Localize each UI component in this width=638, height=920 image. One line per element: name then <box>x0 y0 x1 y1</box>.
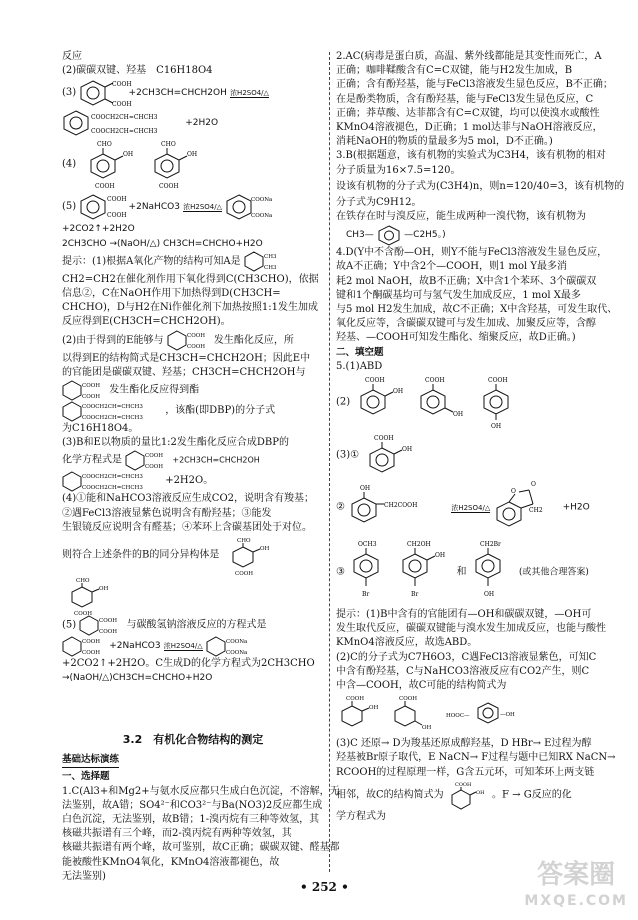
section-title: 3.2 有机化合物结构的测定 <box>122 733 264 746</box>
text-line: 正确；含有酚羟基，能与FeCl3溶液发生显色反应，B不正确； <box>336 79 613 91</box>
svg-text:COOH: COOH <box>399 696 418 703</box>
svg-text:COONa: COONa <box>225 638 248 645</box>
text-line <box>62 400 324 422</box>
mc-heading: 一、选择题 <box>62 771 110 783</box>
text-line: 2.AC(病毒是蛋白质，高温、紫外线都能是其变性而死亡，A <box>336 51 602 62</box>
text-line: CHCHO)，D与H2在Ni作催化剂下加热按照1:1发生加成 <box>62 302 318 314</box>
text-line: 氧化反应等，含碳碳双键可与发生加成、加聚反应等，含醇 <box>336 318 596 330</box>
equation-line: COOH COOH +2NaHCO3 浓H2SO4/△ COONa COONa <box>62 635 324 657</box>
text-line: 1.C(Al3+和Mg2+与氨水反应都只生成白色沉淀，不溶解，无 <box>62 785 340 797</box>
formula: —C2H5。) <box>404 230 446 241</box>
text-span: 则符合上述条件的B的同分异构体是 <box>62 549 220 561</box>
text-line: →(NaOH/△)CH3CH=CHCHO+H2O <box>62 673 213 684</box>
text-line: 提示：(1)B中含有的官能团有—OH和碳碳双键，—OH可 <box>336 609 592 621</box>
svg-text:COONa: COONa <box>251 196 273 203</box>
svg-text:COOH: COOH <box>145 453 164 460</box>
svg-text:COOCH2CH=CHCH3: COOCH2CH=CHCH3 <box>91 127 158 135</box>
text-line: 在是酚类物质，含有酚羟基，能与FeCl3发生显色反应，C <box>336 93 594 105</box>
svg-text:COOCH2CH=CHCH3: COOCH2CH=CHCH3 <box>82 403 143 410</box>
equation-line: ② OH CH2COOH 浓H2SO4/△ O O CH2 +H2O <box>336 480 606 538</box>
text-line: RCOOH的过程原理一样，G含五元环，可知苯环上两支链 <box>336 766 595 778</box>
svg-text:COOH: COOH <box>186 333 205 340</box>
text-line: 白色沉淀，无法鉴别，故B错；1-溴丙烷有三种等效氢，其 <box>62 814 320 826</box>
svg-text:OH: OH <box>186 151 197 159</box>
formula: +2H2O <box>185 118 219 129</box>
svg-text:COOH: COOH <box>82 638 101 645</box>
svg-text:CH2: CH2 <box>529 507 544 515</box>
q1-block <box>62 785 340 884</box>
svg-text:COOH: COOH <box>346 696 365 703</box>
text-line: KMnO4溶液反应，故选ABD。 <box>336 637 478 649</box>
text-line <box>62 380 324 400</box>
isomer-structure-icon <box>62 575 118 618</box>
salicylic-acid-icon <box>336 693 386 735</box>
benzene-diacid-icon <box>79 615 123 635</box>
svg-text:OH: OH <box>123 151 134 159</box>
formula: +2CH3CH=CHCH2OH <box>128 88 227 99</box>
text-line: 4.D(Y中不含酚—OH，则Y不能与FeCl3溶液发生显色反应， <box>336 247 608 259</box>
benzene-cho-oh-icon <box>143 138 203 190</box>
benzene-disodium-icon <box>225 193 271 221</box>
m-hydroxybenzoic-icon <box>389 693 439 735</box>
text-line: 反应得到E(CH3CH=CHCH2OH)。 <box>62 316 231 328</box>
svg-text:COOH: COOH <box>74 611 93 618</box>
m-hydroxybenzoic-icon <box>413 374 473 430</box>
text-line: (4)①能和NaHCO3溶液反应生成CO2，说明含有羧基； <box>62 493 315 505</box>
dbp-ester-icon <box>62 109 182 137</box>
page-number: • 252 • <box>300 880 349 894</box>
svg-text:COOH: COOH <box>158 183 179 191</box>
svg-text:COOH: COOH <box>82 649 101 656</box>
svg-text:COOH: COOH <box>99 629 118 636</box>
o-xylene-icon <box>244 251 280 271</box>
text-span: +2H2O。 <box>165 475 214 487</box>
structure-line: CH3— —C2H5。) <box>336 224 606 246</box>
benzene-diacid-icon <box>125 450 169 470</box>
svg-text:OH: OH <box>402 446 413 454</box>
text-span: 化学方程式是 <box>62 454 122 466</box>
benzene-diacid-icon <box>167 330 211 350</box>
text-span: (或其他合理答案) <box>518 567 589 578</box>
dbp-ester-icon <box>62 401 162 421</box>
svg-text:OH: OH <box>369 705 379 712</box>
svg-text:—OH: —OH <box>500 712 516 719</box>
text-span: 发生酯化反应，所 <box>213 334 294 346</box>
text-line <box>62 470 324 492</box>
drill-heading: 基础达标演练 <box>62 753 119 768</box>
svg-text:COOCH2CH=CHCH3: COOCH2CH=CHCH3 <box>82 484 143 491</box>
structure-line <box>336 432 606 480</box>
structure-line <box>62 575 324 618</box>
label: (3)① <box>336 449 360 461</box>
label: (5) <box>62 201 77 213</box>
text-line: 耗2 mol NaOH，故B不正确；X中含1个苯环、3个碳碳双 <box>336 275 597 287</box>
svg-text:CHO: CHO <box>76 578 90 585</box>
benzene-diacid-icon <box>79 193 128 221</box>
benzene-diacid-icon <box>62 636 106 656</box>
text-line: 在铁存在时与溴反应，能生成两种一溴代物，该有机物为 <box>336 211 586 223</box>
svg-text:OH: OH <box>483 591 494 599</box>
column-divider <box>329 52 330 872</box>
label: ③ <box>336 566 345 578</box>
benzene-ring-icon <box>377 225 401 245</box>
text-line: 信息②，C在NaOH作用下加热得到D(CH3CH= <box>62 288 281 300</box>
text-line: (3)C 还原→ D为羧基还原成醇羟基，D HBr→ E过程为醇 <box>336 738 592 750</box>
svg-text:COOH: COOH <box>112 100 133 108</box>
salicylic-acid-icon <box>362 432 418 478</box>
svg-text:OH: OH <box>393 388 404 396</box>
formula: +H2O <box>562 502 590 513</box>
isomer-structure-icon <box>223 535 279 578</box>
svg-text:COOH: COOH <box>99 618 118 625</box>
svg-text:CH3: CH3 <box>263 254 277 261</box>
text-line: 羟基、—COOH可知发生酯化、缩聚反应，故D正确。) <box>336 332 576 344</box>
svg-text:OH: OH <box>452 411 463 419</box>
svg-text:COOH: COOH <box>112 80 133 88</box>
text-line: KMnO4溶液褪色，D正确；1 mol达菲与NaOH溶液反应， <box>336 122 603 134</box>
svg-text:OH: OH <box>99 586 109 593</box>
label: (4) <box>62 158 77 170</box>
svg-text:Br: Br <box>362 591 370 599</box>
text-line: 发生取代反应，碳碳双键能与溴水发生加成反应，也能与酸性 <box>336 623 606 635</box>
svg-text:OH: OH <box>422 725 432 732</box>
svg-text:COOH: COOH <box>107 211 128 219</box>
svg-text:COOCH2CH=CHCH3: COOCH2CH=CHCH3 <box>82 414 143 421</box>
section-block <box>62 733 340 884</box>
svg-text:COOH: COOH <box>365 377 386 385</box>
text-line: CH2=CH2在催化剂作用下氧化得到C(CH3CHO)，依据 <box>62 273 319 285</box>
benzene-diacid-icon <box>62 380 106 400</box>
bromoanisole-icon <box>348 538 394 606</box>
svg-text:COOH: COOH <box>424 377 445 385</box>
svg-text:COOCH2CH=CHCH3: COOCH2CH=CHCH3 <box>82 473 143 480</box>
text-span: (2)由于得到的E能够与 <box>62 334 164 346</box>
svg-text:COOCH2CH=CHCH3: COOCH2CH=CHCH3 <box>91 113 158 121</box>
structures-line <box>336 693 606 737</box>
label: (2) <box>336 396 351 408</box>
salicylic-acid-icon <box>353 374 409 430</box>
equation-line: (5) COOH COOH +2NaHCO3 浓H2SO4/△ COONa COONa <box>62 192 324 222</box>
text-line: 分子质量为16×7.5=120。 <box>336 164 461 176</box>
text-span: 相邻，故C的结构简式为 <box>336 789 444 801</box>
svg-text:OH: OH <box>259 546 269 553</box>
text-line: +2CO2↑+2H2O <box>62 224 135 235</box>
salicylic-acid-icon <box>447 780 489 810</box>
svg-text:CHO: CHO <box>236 538 251 545</box>
text-line: 消耗NaOH的物质的量最多为5 mol，D不正确。) <box>336 136 553 148</box>
svg-text:OH: OH <box>490 423 501 431</box>
text-line: 分子式为C9H12。 <box>336 196 422 208</box>
text-line: 的官能团是碳碳双键、羟基；CH3CH=CHCH2OH与 <box>62 366 306 378</box>
formula: +2NaHCO3 <box>128 202 180 213</box>
label: (3) <box>62 87 77 99</box>
svg-text:OCH3: OCH3 <box>358 541 377 549</box>
benzene-disodium-icon <box>206 636 254 656</box>
svg-text:COOH: COOH <box>82 383 101 390</box>
svg-text:CH2OH: CH2OH <box>407 541 432 549</box>
text-line: 为C16H18O4。 <box>62 423 139 435</box>
text-line: 中含—COOH，故C可能的结构简式为 <box>336 680 507 692</box>
svg-text:CHO: CHO <box>160 141 176 149</box>
text-span: 提示：(1)根据A氧化产物的结构可知A是 <box>62 255 241 267</box>
text-line: 羟基被Br原子取代，E NaCN→ F过程与题中已知RX NaCN→ <box>336 752 616 764</box>
text-line: 以得到E的结构简式是CH3CH=CHCH2OH；因此E中 <box>62 352 311 364</box>
dbp-ester-icon <box>62 471 162 491</box>
svg-text:OH: OH <box>360 485 371 493</box>
structures-line <box>62 138 324 192</box>
text-line <box>62 615 324 635</box>
text-line: (3)B和E以物质的量比1:2发生酯化反应合成DBP的 <box>62 437 290 449</box>
svg-text:O: O <box>511 488 517 496</box>
text-line: 正确；莽草酸、达菲都含有C=C双键，均可以使溴水或酸性 <box>336 107 600 119</box>
text-line: (2)碳碳双键、羟基 C16H18O4 <box>62 65 213 77</box>
svg-text:OH: OH <box>435 552 446 560</box>
text-line: +2CO2↑+2H2O。C生成D的化学方程式为2CH3CHO <box>62 658 315 670</box>
svg-text:CHO: CHO <box>97 141 113 149</box>
text-line: 5.(1)ABD <box>336 360 383 372</box>
text-line: 中含有酚羟基，C与NaHCO3溶液反应有CO2产生，则C <box>336 665 590 677</box>
svg-text:COOH: COOH <box>487 377 508 385</box>
phenylacetic-acid-icon <box>348 482 448 532</box>
text-line: 3.B(根据题意，该有机物的实验式为C3H4，该有机物的相对 <box>336 150 606 162</box>
text-line: 与5 mol H2发生加成，故C不正确；X中含羟基，可发生取代、 <box>336 304 618 316</box>
text-span: ，该酯(即DBP)的分子式 <box>165 405 276 417</box>
text-line: 法鉴别，故A错；SO4²⁻和CO3²⁻与Ba(NO3)2反应都生成 <box>62 799 323 811</box>
text-line: 正确；咖啡鞣酸含有C=C双键，能与H2发生加成，B <box>336 65 573 77</box>
text-span: 。F → G反应的化 <box>492 789 572 801</box>
text-line: (2)C的分子式为C7H6O3，C遇FeCl3溶液显紫色，可知C <box>336 651 597 663</box>
condition: 浓H2SO4/△ <box>230 89 269 98</box>
text-line <box>62 251 324 273</box>
svg-text:OH: OH <box>475 789 485 796</box>
svg-text:COOH: COOH <box>82 394 101 401</box>
svg-text:COOH: COOH <box>454 781 472 788</box>
benzyl-bromide-phenol-icon <box>470 538 516 606</box>
svg-text:COOH: COOH <box>234 571 253 578</box>
svg-text:CH3: CH3 <box>263 265 277 272</box>
p-hydroxybenzoic-icon <box>476 374 526 430</box>
watermark-logo <box>524 862 628 914</box>
watermark-bottom: MXQE.COM <box>524 893 628 909</box>
watermark-top: 答案圈 <box>537 860 616 890</box>
condition: 浓H2SO4/△ <box>451 503 491 512</box>
text-line: 2CH3CHO →(NaOH/△) CH3CH=CHCHO+H2O <box>62 238 263 249</box>
text-line: 故A不正确；Y中含2个—COOH，则1 mol Y最多消 <box>336 261 567 273</box>
svg-text:COOH: COOH <box>107 195 128 203</box>
formula: +2NaHCO3 <box>109 641 161 652</box>
text-line: 反应 <box>62 51 82 62</box>
svg-text:COONa: COONa <box>225 649 248 656</box>
text-line <box>62 330 324 352</box>
svg-text:CH2Br: CH2Br <box>479 541 501 549</box>
svg-text:COOH: COOH <box>374 435 394 443</box>
text-line <box>62 535 324 578</box>
fill-heading: 二、填空题 <box>336 346 384 358</box>
text-line <box>336 780 606 810</box>
equation-line <box>62 78 324 108</box>
text-span: 发生酯化反应得到酯 <box>109 384 200 396</box>
text-span: 与碳酸氢钠溶液反应的方程式是 <box>126 619 267 631</box>
bromobenzyl-alcohol-icon <box>397 538 453 606</box>
svg-text:COOH: COOH <box>145 464 164 471</box>
text-line: 核磁共振谱有两个峰，故可鉴别，故C正确；碳碳双键、醛基都 <box>62 842 340 854</box>
svg-text:COOH: COOH <box>95 183 116 191</box>
equation-line <box>62 108 324 138</box>
text-span: (5) <box>62 619 77 631</box>
structures-line <box>336 374 606 432</box>
svg-text:COONa: COONa <box>251 212 273 219</box>
structures-line <box>336 538 606 608</box>
right-column <box>336 50 625 824</box>
svg-text:HOOC—: HOOC— <box>446 713 470 720</box>
svg-text:CH2COOH: CH2COOH <box>384 502 418 510</box>
p-hydroxybenzoic-icon <box>442 693 532 735</box>
text-line: 无法鉴别) <box>62 870 106 882</box>
benzene-diacid-icon <box>79 79 133 108</box>
text-line: 核磁共振谱有三个峰，而2-溴丙烷有两种等效氢，其 <box>62 828 292 840</box>
formula: +2CH3CH=CHCH2OH <box>172 455 260 465</box>
left-column <box>62 50 324 685</box>
text-span: 和 <box>456 566 467 578</box>
text-line: 键和1个酮碳基均可与氢气发生加成反应，1 mol X最多 <box>336 289 581 301</box>
lactone-icon <box>493 480 559 534</box>
text-line: 生银镜反应说明含有醛基；④苯环上含碳基团处于对位。 <box>62 521 312 533</box>
text-line: 设该有机物的分子式为(C3H4)n，则n=120/40=3，该有机物的 <box>336 180 625 192</box>
svg-text:Br: Br <box>411 591 419 599</box>
text-line: 能被酸性KMnO4氧化，KMnO4溶液都褪色，故 <box>62 856 280 868</box>
text-line <box>62 450 324 470</box>
svg-text:O: O <box>531 481 537 489</box>
svg-text:COOH: COOH <box>186 344 205 351</box>
text-line: 学方程式为 <box>336 810 386 822</box>
text-line: ②遇FeCl3溶液显紫色说明含有酚羟基；③能发 <box>62 507 272 519</box>
benzene-cho-icon <box>79 138 139 190</box>
